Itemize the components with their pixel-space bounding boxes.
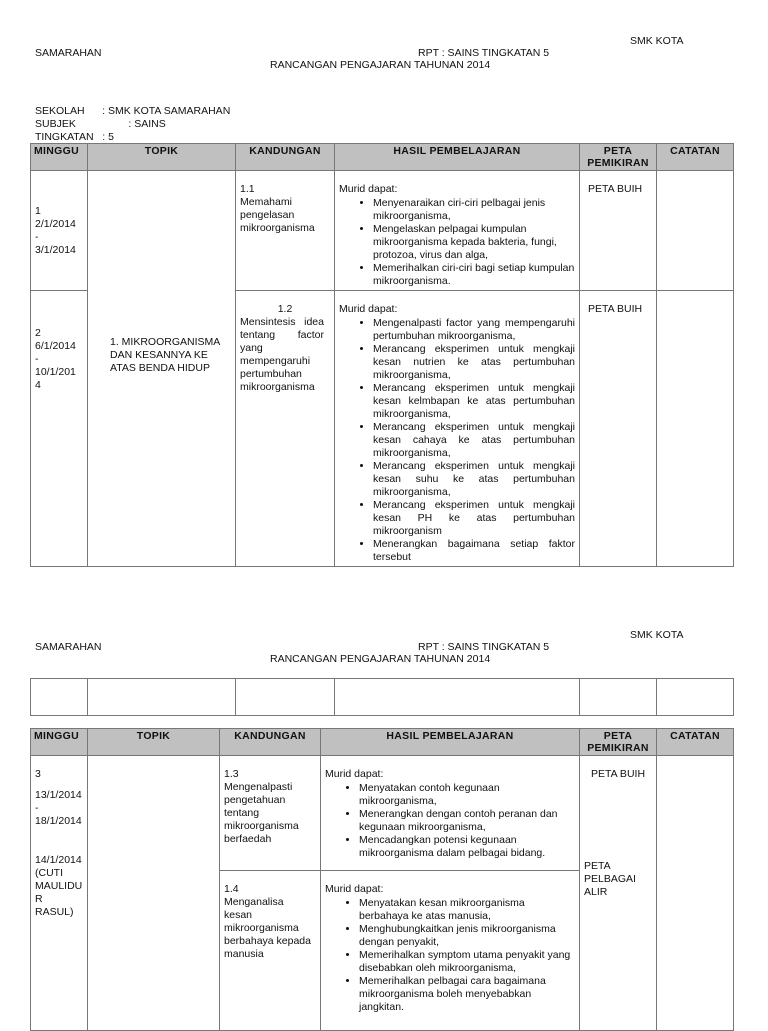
kandungan-line: kesan <box>224 909 253 921</box>
col-peta: PETA PEMIKIRAN <box>580 144 657 171</box>
col-hasil: HASIL PEMBELAJARAN <box>335 144 580 171</box>
kandungan-line: Memahami <box>240 196 292 208</box>
list-item: • Memerihalkan ciri-ciri bagi setiap kumpulan mikroorganisma. <box>373 262 575 288</box>
peta-cell <box>580 756 657 1031</box>
week-date: 18/1/2014 <box>35 815 82 827</box>
list-item: • Mengenalpasti factor yang mempengaruhi pertumbuhan mikroorganisma, <box>373 317 575 343</box>
list-item: • Merancang eksperimen untuk mengkaji kesan kelmbapan ke atas pertumbuhan mikroorganisma, <box>373 382 575 421</box>
list-item: • Menyenaraikan ciri-ciri pelbagai jenis mikroorganisma, <box>373 197 575 223</box>
empty-cell <box>236 679 335 716</box>
catatan-cell <box>657 171 734 291</box>
rpt-table-2 <box>30 728 734 1031</box>
holiday-note: RASUL) <box>35 906 74 918</box>
rpt-table-1 <box>30 143 734 567</box>
hasil-intro: Murid dapat: <box>325 883 384 895</box>
week-number: 2 <box>35 327 41 339</box>
table-row <box>31 756 734 871</box>
hasil-cell <box>335 171 580 291</box>
week-date: 6/1/2014 <box>35 340 76 352</box>
list-item: • Menerangkan dengan contoh peranan dan kegunaan mikroorganisma, <box>359 808 575 834</box>
kandungan-number: 1.4 <box>224 883 239 895</box>
week-dash: - <box>35 353 39 365</box>
kandungan-cell <box>220 871 321 1031</box>
holiday-note: MAULIDU <box>35 880 83 892</box>
peta-label: PETA BUIH <box>588 303 643 315</box>
list-item: • Mengelaskan pelpagai kumpulan mikroorganisma kepada bakteria, fungi, protozoa, virus dan alga, <box>373 223 575 262</box>
kandungan-number: 1.2 <box>277 303 293 315</box>
week-number: 3 <box>35 768 41 780</box>
empty-table <box>30 678 734 716</box>
info-subjek: SUBJEK : SAINS <box>35 118 166 130</box>
list-item: • Memerihalkan pelbagai cara bagaimana mikroorganisma boleh menyebabkan jangkitan. <box>359 975 575 1014</box>
hasil-cell <box>321 756 580 871</box>
list-item: • Merancang eksperimen untuk mengkaji kesan nutrien ke atas pertumbuhan mikroorganisma, <box>373 343 575 382</box>
holiday-note: R <box>35 893 43 905</box>
list-item: • Menghubungkaitkan jenis mikroorganisma dengan penyakit, <box>359 923 575 949</box>
week-number: 1 <box>35 205 41 217</box>
minggu-cell <box>31 171 88 291</box>
list-item: • Menerangkan bagaimana setiap faktor tersebut <box>373 538 575 564</box>
hasil-intro: Murid dapat: <box>339 183 398 195</box>
kandungan-line: mikroorganisma <box>224 820 299 832</box>
week-dash: - <box>35 802 39 814</box>
kandungan-line: pengelasan <box>240 209 295 221</box>
minggu-cell <box>31 756 88 1031</box>
kandungan-number: 1.1 <box>240 183 255 195</box>
kandungan-number: 1.3 <box>224 768 239 780</box>
col-topik: TOPIK <box>88 729 220 756</box>
kandungan-cell <box>236 171 335 291</box>
empty-cell <box>335 679 580 716</box>
col-minggu: MINGGU <box>31 144 88 171</box>
table-row <box>31 679 734 716</box>
list-item: • Menyatakan contoh kegunaan mikroorganisma, <box>359 782 575 808</box>
catatan-cell <box>657 291 734 567</box>
hasil-list <box>339 197 575 288</box>
empty-cell <box>657 679 734 716</box>
col-kandungan: KANDUNGAN <box>236 144 335 171</box>
hasil-list <box>325 782 575 860</box>
rpt-label: RPT : SAINS TINGKATAN 5 <box>418 47 550 59</box>
kandungan-line: Menganalisa <box>224 896 284 908</box>
page-title: RANCANGAN PENGAJARAN TAHUNAN 2014 <box>270 59 491 71</box>
week-date: 2/1/2014 <box>35 218 76 230</box>
list-item: • Mencadangkan potensi kegunaan mikroorganisma dalam pelbagai bidang. <box>359 834 575 860</box>
school-name-right: SMK KOTA <box>630 35 684 47</box>
topik-cell <box>88 171 236 567</box>
rpt-label: RPT : SAINS TINGKATAN 5 <box>418 641 550 653</box>
info-tingkatan: TINGKATAN : 5 <box>35 131 114 143</box>
col-kandungan: KANDUNGAN <box>220 729 321 756</box>
week-date: 13/1/2014 <box>35 789 82 801</box>
peta-label: PETA BUIH <box>588 183 643 195</box>
col-hasil: HASIL PEMBELAJARAN <box>321 729 580 756</box>
hasil-cell <box>335 291 580 567</box>
peta-cell <box>580 291 657 567</box>
holiday-note: (CUTI <box>35 867 63 879</box>
hasil-intro: Murid dapat: <box>325 768 384 780</box>
hasil-intro: Murid dapat: <box>339 303 398 315</box>
school-name-left: SAMARAHAN <box>35 47 102 59</box>
kandungan-line: tentang <box>224 807 260 819</box>
kandungan-line: mikroorganisma <box>224 922 299 934</box>
week-date: 4 <box>35 379 41 391</box>
catatan-cell <box>657 756 734 1031</box>
col-topik: TOPIK <box>88 144 236 171</box>
peta-label: PETA PELBAGAI ALIR <box>584 860 636 898</box>
empty-cell <box>580 679 657 716</box>
kandungan-line: pengetahuan <box>224 794 286 806</box>
school-name-right: SMK KOTA <box>630 629 684 641</box>
week-dash: - <box>35 231 39 243</box>
kandungan-line: berfaedah <box>224 833 272 845</box>
kandungan-cell <box>220 756 321 871</box>
empty-cell <box>88 679 236 716</box>
page-title: RANCANGAN PENGAJARAN TAHUNAN 2014 <box>270 653 491 665</box>
list-item: • Merancang eksperimen untuk mengkaji kesan PH ke atas pertumbuhan mikroorganism <box>373 499 575 538</box>
holiday-note: 14/1/2014 <box>35 854 82 866</box>
topik-cell <box>88 756 220 1031</box>
week-date: 10/1/201 <box>35 366 76 378</box>
week-date: 3/1/2014 <box>35 244 76 256</box>
school-name-left: SAMARAHAN <box>35 641 102 653</box>
kandungan-cell <box>236 291 335 567</box>
col-minggu: MINGGU <box>31 729 88 756</box>
col-catatan: CATATAN <box>657 729 734 756</box>
col-catatan: CATATAN <box>657 144 734 171</box>
kandungan-line: manusia <box>224 948 264 960</box>
hasil-list <box>325 897 575 1014</box>
kandungan-line: berbahaya kepada <box>224 935 311 947</box>
kandungan-line: Mengenalpasti <box>224 781 293 793</box>
col-peta: PETA PEMIKIRAN <box>580 729 657 756</box>
minggu-cell <box>31 291 88 567</box>
info-sekolah: SEKOLAH : SMK KOTA SAMARAHAN <box>35 105 231 117</box>
list-item: • Menyatakan kesan mikroorganisma berbahaya ke atas manusia, <box>359 897 575 923</box>
peta-cell <box>580 171 657 291</box>
list-item: • Memerihalkan symptom utama penyakit yang disebabkan oleh mikroorganisma, <box>359 949 575 975</box>
table-row <box>31 171 734 291</box>
hasil-cell <box>321 871 580 1031</box>
list-item: • Merancang eksperimen untuk mengkaji kesan cahaya ke atas pertumbuhan mikroorganisma, <box>373 421 575 460</box>
kandungan-line: mikroorganisma <box>240 222 315 234</box>
peta-label: PETA BUIH <box>590 768 646 780</box>
hasil-list <box>339 317 575 564</box>
kandungan-text: Mensintesis idea tentang factor yang mempengaruhi pertumbuhan mikroorganisma <box>240 316 324 393</box>
empty-cell <box>31 679 88 716</box>
topik-text: 1. MIKROORGANISMA DAN KESANNYA KE ATAS BENDA HIDUP <box>110 336 220 374</box>
list-item: • Merancang eksperimen untuk mengkaji kesan suhu ke atas pertumbuhan mikroorganisma, <box>373 460 575 499</box>
